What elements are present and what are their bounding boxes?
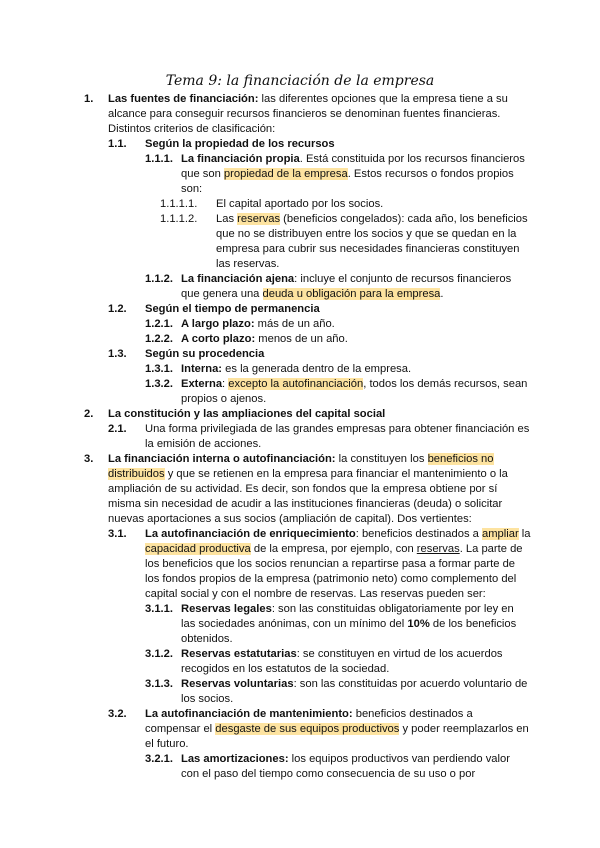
text: : incluye el conjunto de recursos financieros — [294, 273, 512, 285]
subsection-number: 1.1. — [108, 138, 127, 150]
paragraph-line: que no se distribuyen entre los socios y que se quedan en la — [216, 228, 517, 240]
text: : beneficios destinados a — [355, 528, 482, 540]
item-number: 3.1.1. — [145, 603, 173, 615]
paragraph-line — [181, 647, 503, 662]
section-number: 1. — [84, 93, 94, 105]
item-number: 1.2.1. — [145, 318, 173, 330]
item-heading: La financiación propia — [181, 153, 300, 165]
paragraph-line: El capital aportado por los socios. — [216, 198, 384, 210]
paragraph-line: los fondos propios de la empresa (patrimonio neto) como complemento del — [145, 573, 517, 585]
text: . — [440, 288, 444, 300]
paragraph-line — [145, 527, 531, 542]
paragraph-line — [145, 707, 473, 722]
text: compensar el — [145, 723, 216, 735]
text: es la generada dentro de la empresa. — [222, 363, 412, 375]
text: . Estos recursos o fondos propios — [347, 168, 514, 180]
item-heading: Externa — [181, 378, 223, 390]
text: Las — [216, 213, 238, 225]
paragraph-line: los socios. — [181, 693, 234, 705]
text: y poder reemplazarlos en — [399, 723, 529, 735]
paragraph-line: ampliación de su actividad. Es decir, son fondos que la empresa obtiene por sí — [108, 483, 498, 495]
section-heading: La financiación interna o autofinanciación: — [108, 453, 336, 465]
text: de los beneficios — [429, 618, 517, 630]
item-number: 1.1.1.1. — [160, 198, 198, 210]
paragraph-line: con el paso del tiempo como consecuencia de su uso o por — [181, 768, 476, 780]
text: más de un año. — [254, 318, 335, 330]
highlight: capacidad productiva — [145, 543, 251, 555]
text: . La parte de — [459, 543, 523, 555]
section-heading: La constitución y las ampliaciones del capital social — [108, 408, 386, 420]
text: de la empresa, por ejemplo, con — [250, 543, 417, 555]
paragraph-line: alcance para conseguir recursos financieros se denominan fuentes financieras. — [108, 108, 501, 120]
item-heading: Reservas legales — [181, 603, 272, 615]
subsection-number: 2.1. — [108, 423, 127, 435]
highlight: reservas — [237, 213, 281, 225]
item-number: 3.2.1. — [145, 753, 173, 765]
paragraph-line — [145, 722, 529, 737]
item-heading: Las amortizaciones: — [181, 753, 289, 765]
text: , todos los demás recursos, sean — [363, 378, 528, 390]
paragraph-line: nuevas aportaciones a sus socios (ampliación de capital). Dos vertientes: — [108, 513, 472, 525]
paragraph-line — [181, 152, 525, 167]
paragraph-line — [181, 602, 514, 617]
item-number: 3.1.3. — [145, 678, 173, 690]
paragraph-line: empresa para cubrir sus necesidades financieras constituyen — [216, 243, 520, 255]
highlight: ampliar — [482, 528, 519, 540]
highlight: desgaste de sus equipos productivos — [215, 723, 400, 735]
paragraph-line — [181, 272, 511, 287]
paragraph-line — [108, 452, 494, 467]
highlight: beneficios no — [427, 453, 494, 465]
paragraph-line: la emisión de acciones. — [145, 438, 262, 450]
paragraph-line — [108, 467, 508, 482]
item-number: 1.1.1.2. — [160, 213, 198, 225]
text: las sociedades anónimas, con un mínimo del — [181, 618, 408, 630]
text: la — [518, 528, 531, 540]
item-number: 1.1.1. — [145, 153, 173, 165]
item-heading: Interna: — [181, 363, 223, 375]
item-number: 1.3.1. — [145, 363, 173, 375]
paragraph-line — [181, 317, 335, 332]
highlight: deuda u obligación para la empresa — [262, 288, 441, 300]
paragraph-line — [181, 362, 411, 377]
text: (beneficios congelados): cada año, los beneficios — [280, 213, 528, 225]
section-heading: Las fuentes de financiación: — [108, 93, 259, 105]
highlight: propiedad de la empresa — [223, 168, 348, 180]
text: las diferentes opciones que la empresa tiene a su — [258, 93, 508, 105]
paragraph-line — [216, 212, 528, 227]
paragraph-line: propios o ajenos. — [181, 393, 267, 405]
paragraph-line: son: — [181, 183, 203, 195]
item-heading: A corto plazo: — [181, 333, 256, 345]
paragraph-line: los beneficios que los socios renuncian a repartirse pasa a formar parte de — [145, 558, 516, 570]
paragraph-line — [181, 617, 516, 632]
highlight: excepto la autofinanciación — [228, 378, 364, 390]
subsection-heading: Según su procedencia — [145, 348, 265, 360]
item-number: 1.1.2. — [145, 273, 173, 285]
paragraph-line: Distintos criterios de clasificación: — [108, 123, 276, 135]
subsection-number: 3.1. — [108, 528, 127, 540]
text: . Está constituida por los recursos financieros — [299, 153, 525, 165]
paragraph-line — [181, 752, 510, 767]
paragraph-line — [181, 677, 527, 692]
paragraph-line — [181, 167, 514, 182]
subsection-heading: La autofinanciación de mantenimiento: — [145, 708, 353, 720]
text: : se constituyen en virtud de los acuerdos — [296, 648, 503, 660]
paragraph-line: misma sin necesidad de acudir a las instituciones financieras (deuda) o solicitar — [108, 498, 503, 510]
text: : son las constituidas obligatoriamente por ley en — [271, 603, 514, 615]
text: los equipos productivos van perdiendo valor — [288, 753, 510, 765]
highlight: distribuidos — [108, 468, 165, 480]
subsection-number: 3.2. — [108, 708, 127, 720]
text: y que se retienen en la empresa para financiar el mantenimiento o la — [164, 468, 508, 480]
text: que genera una — [181, 288, 263, 300]
subsection-heading: La autofinanciación de enriquecimiento — [145, 528, 356, 540]
text: beneficios destinados a — [352, 708, 473, 720]
paragraph-line: recogidos en los estatutos de la sociedad. — [181, 663, 390, 675]
page-title: Tema 9: la financiación de la empresa — [165, 73, 435, 89]
text: que son — [181, 168, 224, 180]
item-heading: La financiación ajena — [181, 273, 295, 285]
item-number: 3.1.2. — [145, 648, 173, 660]
paragraph-line: capital social y con el nombre de reservas. Las reservas pueden ser: — [145, 588, 486, 600]
subsection-number: 1.3. — [108, 348, 127, 360]
paragraph-line — [181, 332, 348, 347]
subsection-heading: Según la propiedad de los recursos — [145, 138, 335, 150]
item-heading: Reservas voluntarias — [181, 678, 294, 690]
paragraph-line: el futuro. — [145, 738, 189, 750]
text: : — [222, 378, 229, 390]
paragraph-line — [181, 287, 444, 302]
item-number: 1.3.2. — [145, 378, 173, 390]
section-number: 3. — [84, 453, 94, 465]
text: menos de un año. — [255, 333, 348, 345]
underlined-text: reservas — [416, 543, 460, 555]
subsection-number: 1.2. — [108, 303, 127, 315]
section-number: 2. — [84, 408, 94, 420]
paragraph-line — [145, 542, 523, 557]
bold-text: 10% — [407, 618, 430, 630]
text: : son las constituidas por acuerdo voluntario de — [293, 678, 528, 690]
item-heading: Reservas estatutarias — [181, 648, 297, 660]
subsection-heading: Según el tiempo de permanencia — [145, 303, 320, 315]
paragraph-line: Una forma privilegiada de las grandes empresas para obtener financiación es — [145, 423, 530, 435]
item-number: 1.2.2. — [145, 333, 173, 345]
text: la constituyen los — [335, 453, 428, 465]
item-heading: A largo plazo: — [181, 318, 255, 330]
paragraph-line: las reservas. — [216, 258, 280, 270]
paragraph-line — [181, 377, 527, 392]
paragraph-line — [108, 92, 508, 107]
paragraph-line: obtenidos. — [181, 633, 233, 645]
